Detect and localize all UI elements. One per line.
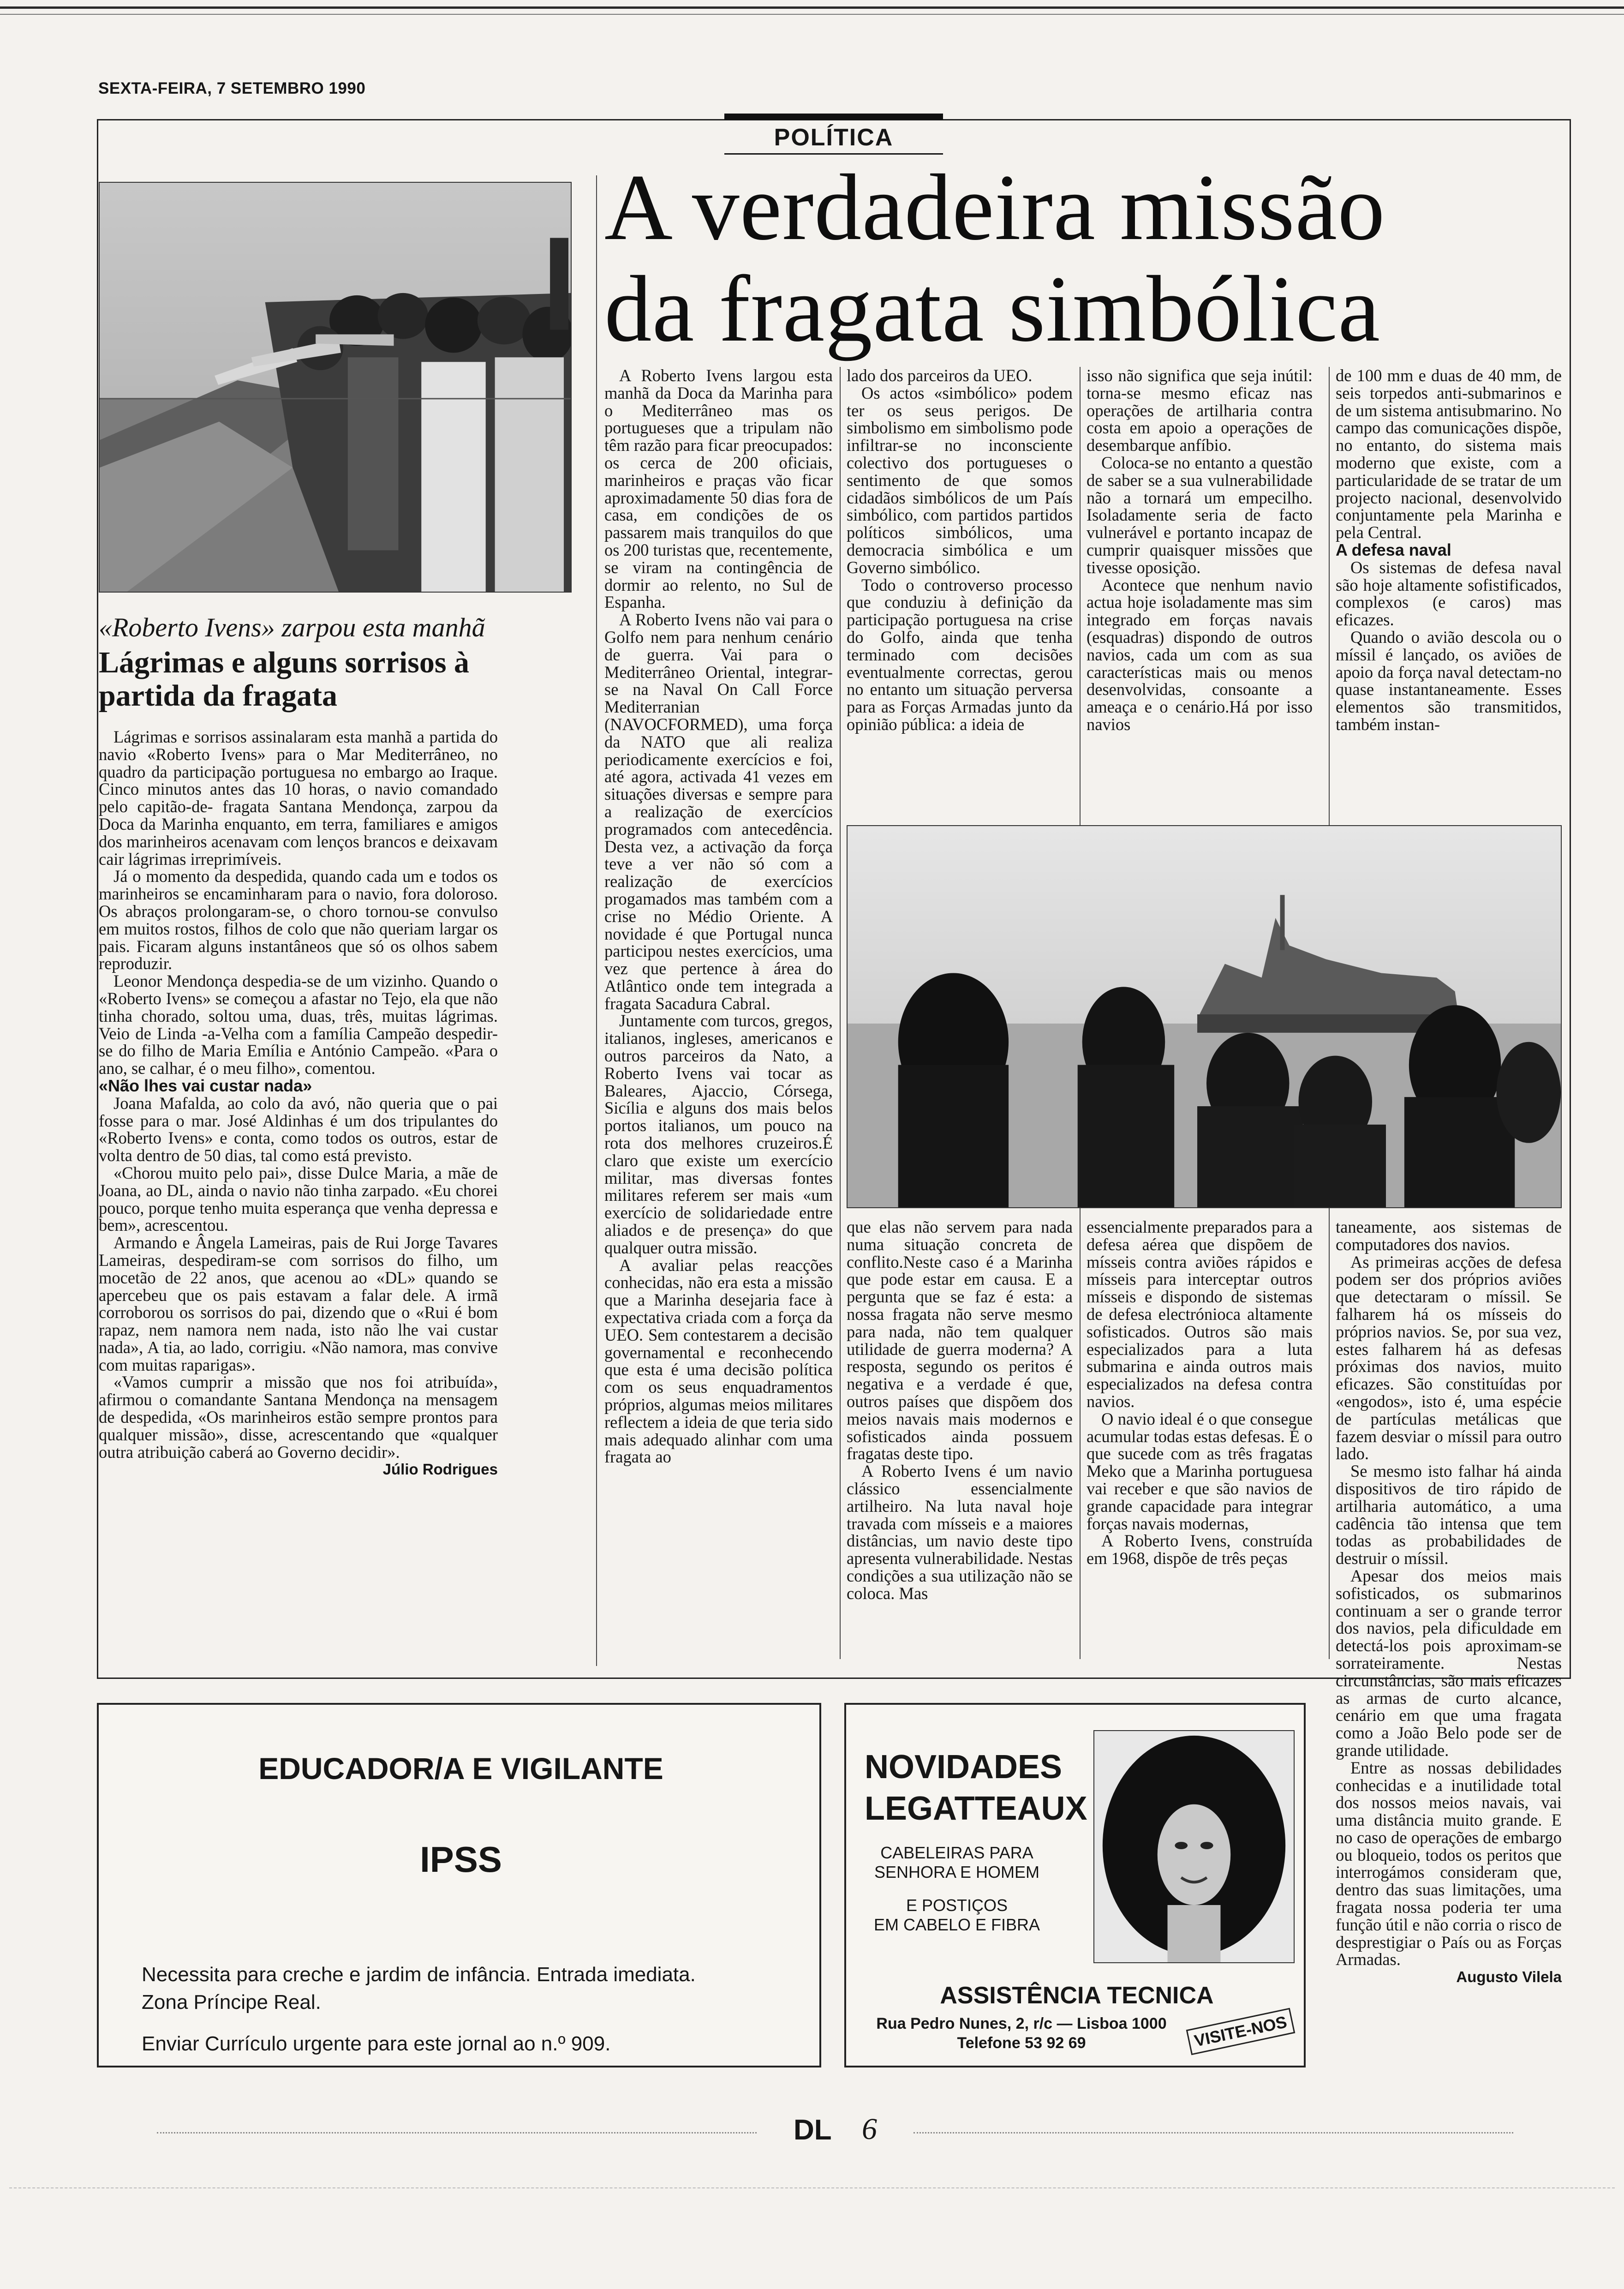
photo-crowd-dock <box>99 182 572 593</box>
side-byline: Júlio Rodrigues <box>382 1461 498 1478</box>
main-paragraph: Se mesmo isto falhar há ainda dispositivos de tiro rápido de artilharia automático, a uma cadência tão intensa que tem todas as probabilidades de destruir o míssil. <box>1336 1462 1562 1568</box>
main-paragraph: Todo o controverso processo que conduziu à definição da participação portuguesa na crise do Golfo, ainda que tenha terminado com decisões eventualmente correctas, gerou no entanto um situação perversa para as Forças Armadas junto da opinião pública: a ideia de <box>847 575 1073 734</box>
ad2-address: Rua Pedro Nunes, 2, r/c — Lisboa 1000 <box>876 2015 1167 2032</box>
main-paragraph: A Roberto Ivens, construída em 1968, dispõe de três peças <box>1087 1531 1313 1568</box>
side-paragraph: «Vamos cumprir a missão que nos foi atribuída», afirmou o comandante Santana Mendonça na mensagem de despedida, «Os marinheiros estão sempre prontos para qualquer missão», disse, acrescentando que «qualquer outra atribuição caberá ao Governo decidir». <box>99 1372 498 1462</box>
main-column-2-bottom <box>847 1218 1073 1602</box>
ad-line-2: Zona Príncipe Real. <box>142 1991 321 2013</box>
visit-stamp: VISITE-NOS <box>1186 2008 1296 2055</box>
main-paragraph: A avaliar pelas reacções conhecidas, não era esta a missão que a Marinha desejaria face à expectativa criada com a força da UEO. Sem contestarem a decisão governamental e reconhecendo que esta é uma decisão política com os seus enquadramentos próprios, algumas meios militares reflectem a ideia de que teria sido mais adequado alinhar com uma fragata ao <box>604 1255 833 1467</box>
ad2-line: SENHORA E HOMEM <box>874 1863 1040 1882</box>
ad2-portrait <box>1093 1730 1295 1963</box>
side-story-body <box>99 728 498 1478</box>
main-column-4-bottom <box>1336 1218 1562 1986</box>
ad2-line: EM CABELO E FIBRA <box>873 1915 1040 1934</box>
footer-dotted-rule <box>914 2132 1513 2133</box>
ad2-service: ASSISTÊNCIA TECNICA <box>940 1982 1214 2009</box>
photo-frigate-departure <box>847 825 1562 1208</box>
main-column-2-top <box>847 367 1073 733</box>
side-headline: Lágrimas e alguns sorrisos à partida da fragata <box>99 646 470 713</box>
main-paragraph: Entre as nossas debilidades conhecidas e a inutilidade total dos nossos meios navais, vai uma distância muito grande. E no caso de operações de embargo ou bloqueio, todos os peritos que interrogámos consideram que, dentro das suas limitações, uma fragata nossa poderia ter uma função útil e não corria o risco de desprestigiar o País ou as Forças Armadas. <box>1336 1758 1562 1969</box>
main-paragraph: Apesar dos meios mais sofisticados, os submarinos continuam a ser o grande terror dos navios, pela dificuldade em detectá-los pois aproximam-se sorrateiramente. Nestas circunstâncias, são mais eficazes as armas de curto alcance, cenário em que uma fragata como a João Belo pode ser de grande utilidade. <box>1336 1566 1562 1760</box>
main-column-1 <box>604 367 833 1466</box>
ad2-phone: Telefone 53 92 69 <box>957 2034 1086 2052</box>
side-kicker: «Roberto Ivens» zarpou esta manhã <box>99 612 485 642</box>
main-paragraph: de 100 mm e duas de 40 mm, de seis torpedos anti-submarinos e de um sistema antisubmarino. No campo das comunicações dispõe, no entanto, do sistema mais moderno que existe, com a particularidade de se tratar de um projecto nacional, desenvolvido conjuntamente pela Marinha e pela Central. <box>1336 366 1562 542</box>
side-paragraph: Joana Mafalda, ao colo da avó, não queria que o pai fosse para o mar. José Aldinhas é um dos tripulantes do «Roberto Ivens» e conta, como todos os outros, estar de volta dentro de 50 dias, tal como está previsto. <box>99 1093 498 1165</box>
dateline: SEXTA-FEIRA, 7 SETEMBRO 1990 <box>98 79 366 97</box>
side-paragraph: «Chorou muito pelo pai», disse Dulce Maria, a mãe de Joana, ao DL, ainda o navio não tinha zarpado. «Eu chorei pouco, porque tenho muita esperança que venha depressa e bem», acrescentou. <box>99 1163 498 1235</box>
headline-line-1: A verdadeira missão <box>604 155 1385 260</box>
ad2-line: E POSTIÇOS <box>906 1896 1008 1915</box>
ad-title: EDUCADOR/A E VIGILANTE <box>258 1751 663 1786</box>
ad2-title-1: NOVIDADES <box>865 1749 1063 1786</box>
naval-defense-interhead: A defesa naval <box>1336 540 1451 559</box>
ad2-line: CABELEIRAS PARA <box>880 1843 1033 1862</box>
woman-portrait-image <box>1094 1731 1294 1962</box>
side-paragraph: Armando e Ângela Lameiras, pais de Rui Jorge Tavares Lameiras, despediram-se com sorrisos do filho, um mocetão de 22 anos, que acenou ao «DL» quando se apercebeu que os pais estavam a falar dele. A irmã corroborou os sorrisos do pai, dizendo que o «Rui é bom rapaz, nem namora nem nada, isto não lhe vai custar nada», A tia, ao lado, corrigiu. «Não namora, mas convive com muitas raparigas». <box>99 1233 498 1374</box>
main-paragraph: Coloca-se no entanto a questão de saber se a sua vulnerabilidade não a tornará um empecilho. Isoladamente seria de facto vulnerável e portanto incapaz de cumprir quaisquer missões que tivesse oposição. <box>1087 453 1313 577</box>
column-rule <box>840 367 841 1659</box>
ad2-title-2: LEGATTEAUX <box>865 1790 1087 1827</box>
side-paragraph: Já o momento da despedida, quando cada um e todos os marinheiros se encaminharam para o navio, fora doloroso. Os abraços prolongaram-se, o choro tornou-se convulso em muitos rostos, filhos de colo que não queriam largar os pais. Ficaram alguns instantâneos que só os olhos sabem reproduzir. <box>99 867 498 973</box>
main-paragraph: taneamente, aos sistemas de computadores dos navios. <box>1336 1217 1562 1254</box>
main-column-3-bottom <box>1087 1218 1313 1567</box>
top-rule <box>0 6 1624 9</box>
main-byline: Augusto Vilela <box>1456 1968 1562 1986</box>
main-paragraph: que elas não servem para nada numa situação concreta de conflito.Neste caso é a Marinha que pode estar em causa. E a pergunta que se faz é esta: a nossa fragata não serve mesmo para nada, não tem qualquer utilidade de guerra moderna? A resposta, segundo os peritos é negativa e a verdade é que, outros países que dispõem dos meios navais mais modernos e sofisticados ainda possuem fragatas deste tipo. <box>847 1217 1073 1463</box>
section-label: POLÍTICA <box>774 124 894 151</box>
crowd-photo-image <box>100 183 571 592</box>
bottom-edge-rule <box>9 2187 1615 2188</box>
main-paragraph: isso não significa que seja inútil: torna-se mesmo eficaz nas operações de artilharia contra costa em apoio a operações de desembarque anfíbio. <box>1087 366 1313 455</box>
ad-line-1: Necessita para creche e jardim de infância. Entrada imediata. <box>142 1963 696 1986</box>
main-paragraph: essencialmente preparados para a defesa aérea que dispõem de mísseis contra aviões rápidos e mísseis para interceptar outros mísseis e dispondo de sistemas de defesa electrónioca altamente sofisticados. Outros são mais especializados para a luta submarina e ainda outros mais especializados na defesa contra navios. <box>1087 1217 1313 1411</box>
ad-legatteaux <box>844 1703 1306 2067</box>
main-headline <box>604 157 1559 360</box>
main-paragraph: Acontece que nenhum navio actua hoje isoladamente mas sim integrado em forças navais (esquadras) dispondo de outros navios, cada um com as sua características mais ou menos desenvolvidas, consoante a ameaça e o cenário.Há por isso navios <box>1087 575 1313 734</box>
main-paragraph: A Roberto Ivens largou esta manhã da Doca da Marinha para o Mediterrâneo mas os portugueses que a tripulam não têm razão para ficar preocupados: os cerca de 200 oficiais, marinheiros e praças vão ficar aproximadamente 50 dias fora de casa, em condições de os passarem mais tranquilos do que os 200 turistas que, recentemente, se viram na contingência de dormir ao relento, no Sul de Espanha. <box>604 366 833 612</box>
main-column-3-top <box>1087 367 1313 733</box>
ad-org: IPSS <box>420 1839 502 1880</box>
main-paragraph: Quando o avião descola ou o míssil é lançado, os aviões de apoio da força naval detectam-no quase instantaneamente. Esses elementos são transmitidos, também instan- <box>1336 627 1562 734</box>
section-underline <box>724 153 943 155</box>
footer-dotted-rule <box>157 2132 757 2133</box>
main-paragraph: Os sistemas de defesa naval são hoje altamente sofistificados, complexos (e caros) mas eficazes. <box>1336 557 1562 629</box>
main-paragraph: A Roberto Ivens é um navio clássico essencialmente artilheiro. Na luta naval hoje travada com mísseis e a maiores distâncias, um navio deste tipo apresenta vulnerabilidade. Nestas condições a sua utilização não se coloca. Mas <box>847 1462 1073 1603</box>
main-paragraph: As primeiras acções de defesa podem ser dos próprios aviões que detectaram o míssil. Se falharem há os mísseis do próprios navios. Se, por sua vez, estes falharem há as defesas próximas dos navios, muito eficazes. São constituídas por «engodos», isto é, uma espécie de partículas metálicas que fazem desviar o míssil para outro lado. <box>1336 1252 1562 1463</box>
side-paragraph: Lágrimas e sorrisos assinalaram esta manhã a partida do navio «Roberto Ivens» para o Mar Mediterrâneo, no quadro da participação portuguesa no embargo ao Iraque. Cinco minutos antes das 10 horas, o navio comandado pelo capitão-de- fragata Santana Mendonça, zarpou da Doca da Marinha enquanto, em terra, familiares e amigos dos marinheiros acenavam com lenços brancos e deixavam cair lágrimas irreprimíveis. <box>99 727 498 869</box>
dl-logo: DL <box>794 2114 832 2146</box>
main-paragraph: lado dos parceiros da UEO. <box>847 366 1033 385</box>
main-paragraph: Os actos «simbólico» podem ter os seus perigos. De simbolismo em simbolismo pode infiltrar-se no inconsciente colectivo dos portugueses o sentimento de que somos cidadãos simbólicos de um País simbólico, com partidos partidos políticos simbólicos, uma democracia simbólica e um Governo simbólico. <box>847 383 1073 577</box>
page-number: 6 <box>862 2112 877 2146</box>
side-interhead: «Não lhes vai custar nada» <box>99 1076 312 1095</box>
headline-line-2: da fragata simbólica <box>604 257 1381 361</box>
top-rule-thin <box>0 14 1624 15</box>
main-paragraph: A Roberto Ivens não vai para o Golfo nem para nenhum cenário de guerra. Vai para o Mediterrâneo Oriental, integrar-se na Naval On Call Force Mediterranian (NAVOCFORMED), uma força da NATO que ali realiza periodicamente exercícios e foi, até agora, activada 41 vezes em situações diversas e sempre para a realização de exercícios programados com antecedência. Desta vez, a activação da força teve a ver não só com a realização de exercícios progamados mas também com a crise no Médio Oriente. A novidade é que Portugal nunca participou nestes exercícios, uma vez que pertence à área do Atlântico onde tem integrada a fragata Sacadura Cabral. <box>604 610 833 1013</box>
main-paragraph: O navio ideal é o que consegue acumular todas estas defesas. É o que sucede com as três fragatas Meko que a Marinha portuguesa vai receber e que são navios de grande capacidade para integrar forças navais modernas, <box>1087 1409 1313 1533</box>
section-rule <box>724 114 943 120</box>
main-column-4-top <box>1336 367 1562 733</box>
ad2-body <box>865 1843 1049 1935</box>
frigate-photo-image <box>848 826 1561 1207</box>
ad-line-3: Enviar Currículo urgente para este jornal ao n.º 909. <box>142 2032 611 2055</box>
classified-ad-educator <box>97 1703 821 2067</box>
ad2-title <box>865 1746 1087 1829</box>
main-paragraph: Juntamente com turcos, gregos, italianos, ingleses, americanos e outros parceiros da Nato, a Roberto Ivens vai tocar as Baleares, Ajaccio, Córsega, Sicília e alguns dos mais belos portos italianos, um pouco na rota dos melhores cruzeiros.É claro que existe um exercício militar, mas diversas fontes militares referem ser mais «um exercício de solidariedade entre aliados e de presença» do que qualquer outra missão. <box>604 1011 833 1257</box>
side-paragraph: Leonor Mendonça despedia-se de um vizinho. Quando o «Roberto Ivens» se começou a afastar no Tejo, ela que não tinha chorado, soltou uma, duas, três, muitas lágrimas. Veio de Linda -a-Velha com a família Campeão despedir-se do filho de Maria Emília e António Campeão. «Para o ano, se calhar, é o meu filho», comentou. <box>99 971 498 1078</box>
column-rule <box>596 175 597 1666</box>
